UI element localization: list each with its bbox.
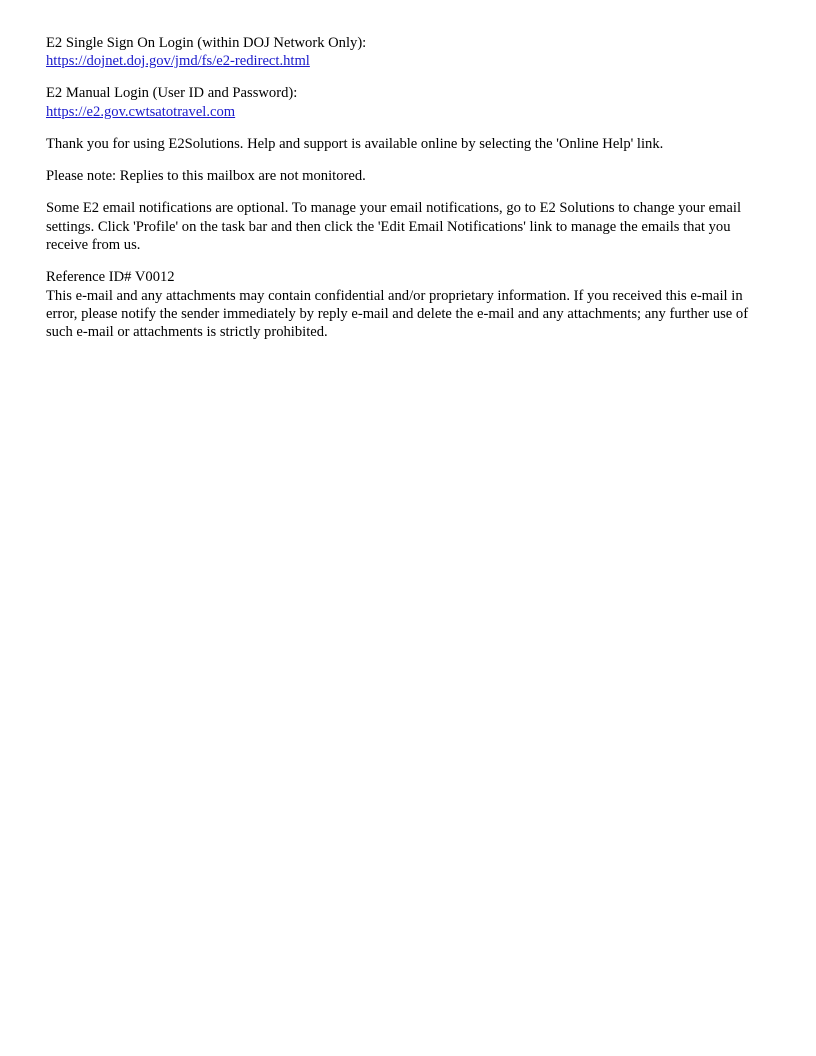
confidentiality-notice: This e-mail and any attachments may contain confidential and/or proprietary information. If you received this e-mail in error, please notify the sender immediately by reply e-mail and delete the e-mail and any attachments; any further use of such e-mail or attachments is strictly prohibited. xyxy=(46,287,749,341)
manual-login-link[interactable]: https://e2.gov.cwtsatotravel.com xyxy=(46,103,236,120)
thank-you-paragraph: Thank you for using E2Solutions. Help and support is available online by selecting the 'Online Help' link. xyxy=(46,135,664,152)
sso-login-label: E2 Single Sign On Login (within DOJ Network Only): xyxy=(46,35,367,51)
sso-login-section xyxy=(46,34,770,70)
manual-login-section xyxy=(46,84,770,120)
reference-id: Reference ID# V0012 xyxy=(46,269,175,286)
mailbox-notice-paragraph: Please note: Replies to this mailbox are not monitored. xyxy=(46,168,366,185)
manual-login-label: E2 Manual Login (User ID and Password): xyxy=(46,85,298,102)
optional-notifications-paragraph: Some E2 email notifications are optional. To manage your email notifications, go to E2 Solutions to change your email settings. Click 'Profile' on the task bar and then click the 'Edit Email Notifications' link to manage the emails that you receive from us. xyxy=(46,200,742,254)
sso-login-link[interactable]: https://dojnet.doj.gov/jmd/fs/e2-redirect.html xyxy=(46,53,310,70)
